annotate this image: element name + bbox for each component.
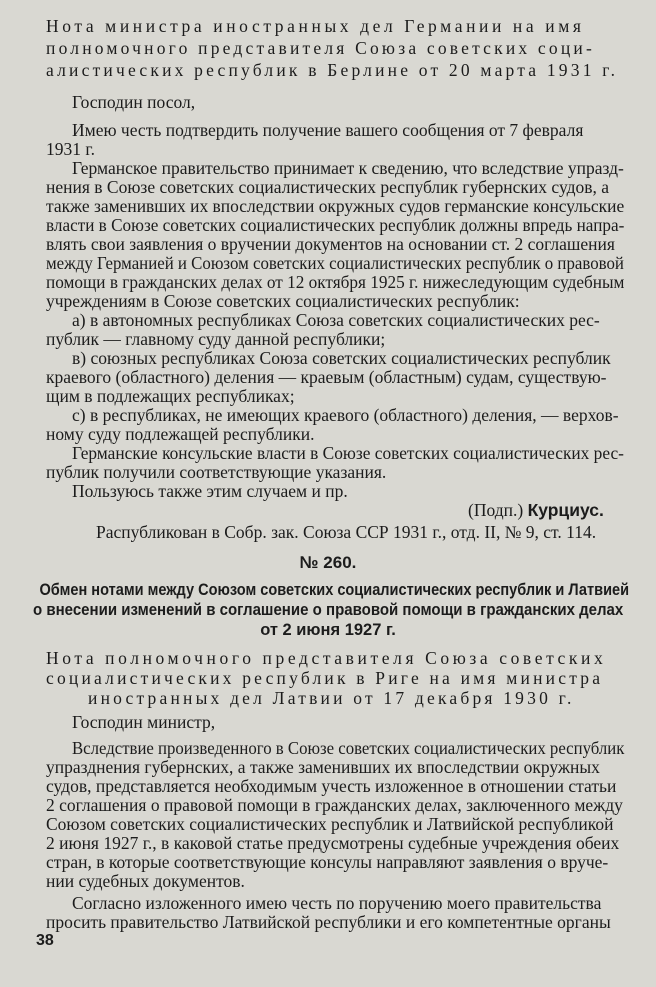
doc2-body-line: упразднения губернских, а также заменивших их впоследствии окружных xyxy=(46,757,600,777)
doc2-body-line: 2 июня 1927 г., в каковой статье предусмотрены судебные учреждения обеих xyxy=(46,833,620,853)
doc1-heading-line-2: полномочного представителя Союза советских соци- xyxy=(46,38,595,58)
doc1-body-line: щим в подлежащих республиках; xyxy=(46,386,295,406)
doc2-body-line: нии судебных документов. xyxy=(46,871,245,891)
doc2-title-line-2: о внесении изменений в соглашение о правовой помощи в гражданских делах xyxy=(32,601,624,619)
doc1-body-line: влять свои заявления о вручении документов на основании ст. 2 соглашения xyxy=(46,234,615,254)
doc1-body-line: ному суду подлежащей республики. xyxy=(46,424,315,444)
doc1-body-line: также заменивших их впоследствии окружных судов германские консульские xyxy=(46,196,625,216)
doc1-signature xyxy=(468,500,604,520)
doc2-heading-line-1: Нота полномочного представителя Союза советских xyxy=(46,648,607,668)
doc2-body-line: 2 соглашения о правовой помощи в гражданских делах, заключенного между xyxy=(46,795,623,815)
doc2-heading-line-3: иностранных дел Латвии от 17 декабря 1930 г. xyxy=(88,688,575,708)
doc2-body-line: Союзом советских социалистических республик и Латвийской республикой xyxy=(46,814,614,834)
doc2-title-line-3: от 2 июня 1927 г. xyxy=(260,621,396,639)
signature-name: Курциус. xyxy=(527,500,604,520)
doc1-body-line: власти в Союзе советских социалистических республик должны впредь напра- xyxy=(46,215,625,235)
doc2-title-line-1: Обмен нотами между Союзом советских социалистических республик и Латвией xyxy=(39,581,630,599)
doc1-republished-note: Распубликован в Собр. зак. Союза ССР 1931 г., отд. II, № 9, ст. 114. xyxy=(96,522,597,542)
doc1-heading-line-3: алистических республик в Берлине от 20 марта 1931 г. xyxy=(46,60,619,80)
doc1-heading-line-1: Нота министра иностранных дел Германии на имя xyxy=(46,16,585,36)
doc2-number: № 260. xyxy=(299,553,357,572)
doc2-body-line: Согласно изложенного имею честь по поручению моего правительства xyxy=(72,893,602,913)
signature-prefix: (Подп.) xyxy=(468,500,524,520)
doc1-body-line: Германские консульские власти в Союзе советских социалистических рес- xyxy=(72,443,624,463)
page-number: 38 xyxy=(36,932,54,949)
doc2-salutation: Господин министр, xyxy=(72,712,216,732)
doc1-body-line: Имею честь подтвердить получение вашего сообщения от 7 февраля xyxy=(72,120,584,140)
doc1-body-line: Германское правительство принимает к сведению, что вследствие упразд- xyxy=(72,158,624,178)
doc1-body-line: между Германией и Союзом советских социалистических республик о правовой xyxy=(46,253,624,273)
doc2-body-line: стран, в которые соответствующие консулы направляют заявления о вруче- xyxy=(46,852,609,872)
doc1-body-line: краевого (областного) деления — краевым (областным) судам, существую- xyxy=(46,367,607,387)
doc1-body-line: Пользуюсь также этим случаем и пр. xyxy=(72,481,348,501)
doc1-body-line: публик — главному суду данной республики; xyxy=(46,329,386,349)
doc1-salutation: Господин посол, xyxy=(72,92,196,112)
doc2-body-line: судов, представляется необходимым учесть изложенное в отношении статьи xyxy=(46,776,617,796)
doc1-body-line: в) союзных республиках Союза советских социалистических республик xyxy=(72,348,611,368)
doc1-body-line: помощи в гражданских делах от 12 октября 1925 г. нижеследующим судебным xyxy=(46,272,625,292)
doc2-body-line: просить правительство Латвийской республики и его компетентные органы xyxy=(46,912,611,932)
doc1-body-line: 1931 г. xyxy=(46,139,95,159)
doc1-body-line: с) в республиках, не имеющих краевого (областного) деления, — верхов- xyxy=(72,405,619,425)
doc1-body-line: а) в автономных республиках Союза советских социалистических рес- xyxy=(72,310,600,330)
doc1-body-line: учреждениям в Союзе советских социалистических республик: xyxy=(46,291,520,311)
doc1-body-line: публик получили соответствующие указания. xyxy=(46,462,387,482)
doc2-body-line: Вследствие произведенного в Союзе советских социалистических республик xyxy=(72,738,625,758)
doc1-body-line: нения в Союзе советских социалистических республик губернских судов, а xyxy=(46,177,610,197)
doc2-heading-line-2: социалистических республик в Риге на имя министра xyxy=(46,668,604,688)
